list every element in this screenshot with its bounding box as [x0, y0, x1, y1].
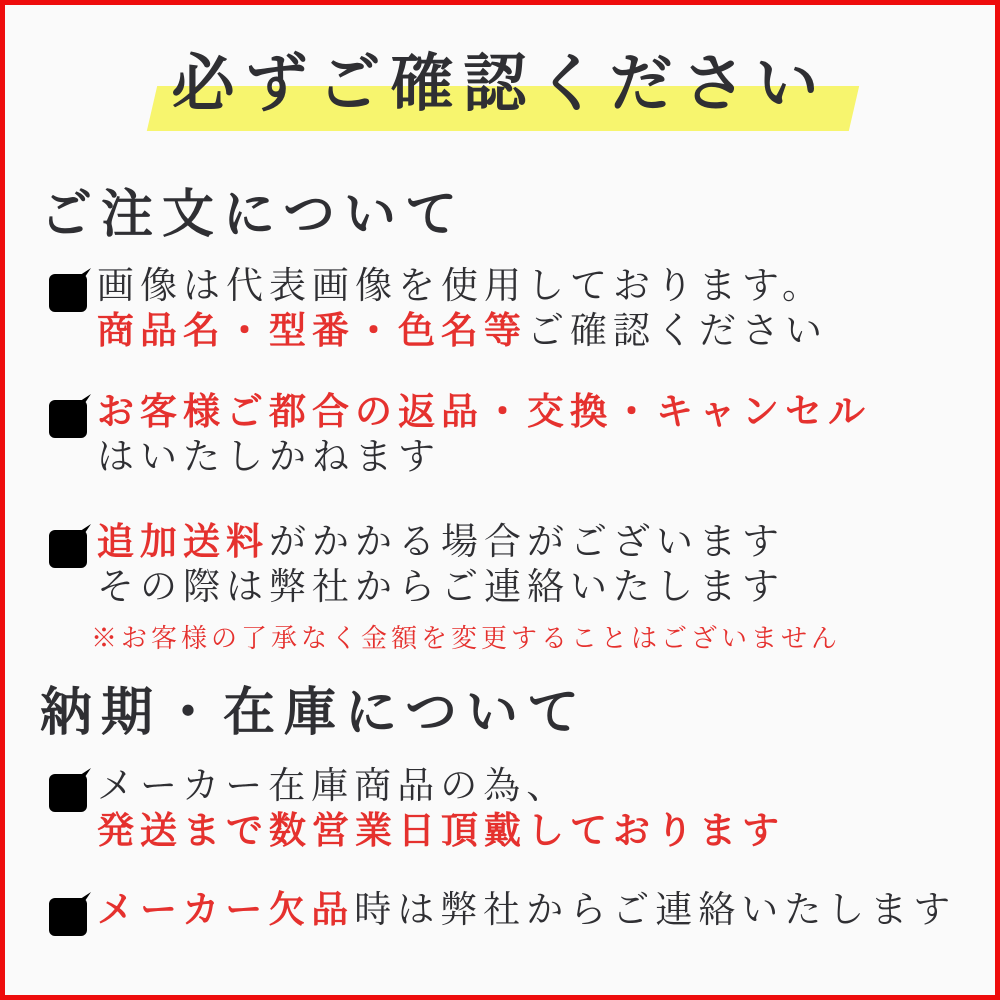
checklist-item-maker-shortage — [45, 888, 975, 940]
item-line-text: その際は弊社からご連絡いたします — [97, 567, 785, 608]
item-text — [97, 390, 871, 480]
item-line-text: メーカー在庫商品の為、 — [97, 766, 570, 807]
item-line — [97, 390, 871, 435]
page-title: 必ずご確認ください — [171, 49, 829, 119]
item-text — [97, 764, 785, 854]
checklist-item-returns — [45, 390, 975, 480]
item-text — [91, 520, 842, 655]
item-line-emphasis: 発送まで数営業日頂戴しております — [97, 811, 785, 852]
item-note: ※お客様の了承なく金額を変更することはございません — [91, 624, 842, 653]
item-line-emphasis: お客様ご都合の返品・交換・キャンセル — [97, 392, 871, 433]
item-line — [97, 809, 785, 854]
item-line-emphasis: 商品名・型番・色名等 — [97, 311, 527, 352]
checklist-item-maker-stock — [45, 764, 975, 854]
item-line — [97, 764, 785, 809]
section-heading-stock: 納期・在庫について — [40, 685, 588, 742]
item-line-text: がかかる場合がございます — [269, 522, 785, 563]
item-text — [97, 264, 828, 354]
checkbox-check-icon — [45, 760, 95, 816]
title-block — [0, 44, 1000, 124]
checkbox-check-icon — [45, 884, 95, 940]
item-line-text: はいたしかねます — [97, 437, 441, 478]
item-line — [97, 888, 956, 933]
checkbox-check-icon — [45, 260, 95, 316]
checkbox-check-icon — [45, 386, 95, 442]
item-line — [97, 565, 841, 610]
item-line — [97, 520, 841, 565]
checklist-item-representative-image — [45, 264, 975, 354]
item-line-text: 時は弊社からご連絡いたします — [354, 890, 957, 931]
item-line — [97, 435, 871, 480]
section-heading-order: ご注文について — [40, 187, 466, 244]
checklist-item-extra-shipping — [45, 520, 975, 655]
checkbox-check-icon — [45, 516, 95, 572]
item-line-emphasis: メーカー欠品 — [97, 890, 355, 931]
item-text — [97, 888, 956, 933]
item-line — [97, 264, 828, 309]
item-line-text: 画像は代表画像を使用しております。 — [97, 266, 826, 307]
item-line — [97, 309, 828, 354]
item-line-text: ご確認ください — [527, 311, 828, 352]
item-line-emphasis: 追加送料 — [97, 522, 269, 563]
